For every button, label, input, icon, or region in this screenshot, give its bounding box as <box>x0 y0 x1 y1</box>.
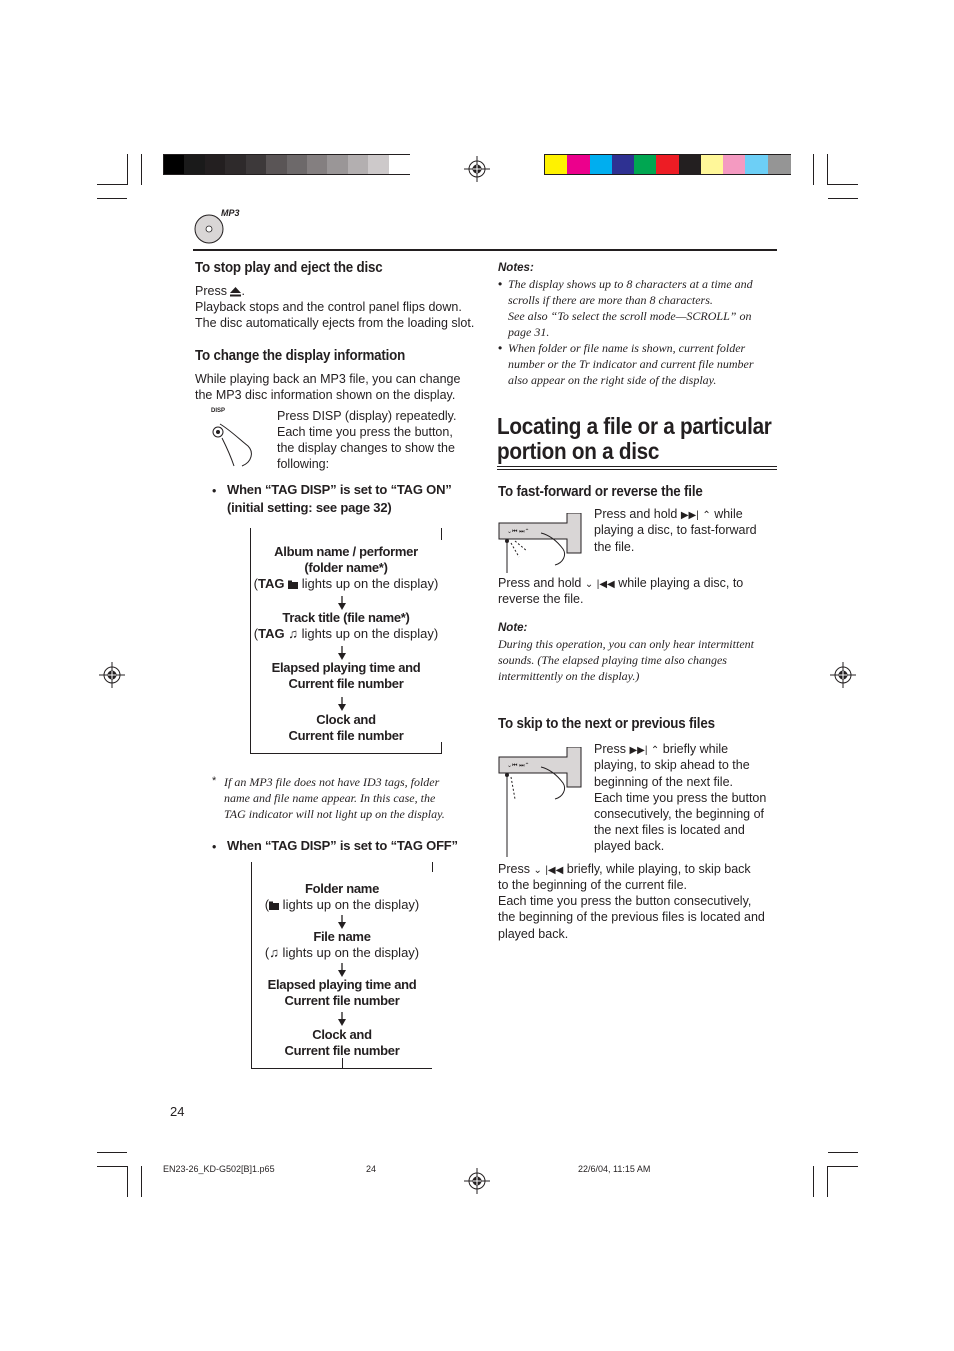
up-arrow-icon: ⌃ <box>702 510 711 521</box>
note-1-line-4: page 31. <box>508 325 550 339</box>
prev-track-icon: |◀◀ <box>545 865 564 876</box>
color-swatch <box>307 155 328 174</box>
flow-item-file <box>252 929 432 961</box>
flow-item-l3-text: lights up on the display) <box>298 626 439 641</box>
notes-bullet-2: • <box>498 341 503 355</box>
tag-indicator: TAG <box>258 576 285 591</box>
registration-mark-icon <box>464 156 490 182</box>
display-intro-2: the MP3 disc information shown on the display. <box>195 388 456 402</box>
back-line-3: Each time you press the button consecutively, <box>498 894 752 908</box>
flow-item-l3 <box>251 626 441 642</box>
flow-item-l2-text: lights up on the display) <box>278 945 420 960</box>
back-line-4: the beginning of the previous files is located and <box>498 910 765 924</box>
mp3-disc-icon <box>193 208 253 246</box>
color-swatch <box>246 155 267 174</box>
flow-item-l2: Current file number <box>288 728 404 743</box>
crop-mark <box>141 1166 142 1197</box>
crop-mark <box>141 154 142 185</box>
paren: ( <box>264 945 270 960</box>
ff-press-text-2: while <box>710 507 743 521</box>
disp-press-4: following: <box>277 457 330 471</box>
flow-item-clock <box>251 712 441 744</box>
registration-mark-icon <box>464 1168 490 1194</box>
flow-item-l2 <box>252 945 432 961</box>
back-line-2: to the beginning of the current file. <box>498 878 688 892</box>
footer-timestamp: 22/6/04, 11:15 AM <box>578 1164 651 1174</box>
tag-off-bullet: • <box>212 840 217 854</box>
color-swatch <box>634 155 657 174</box>
eject-icon <box>230 287 241 297</box>
flow-bottom-tick <box>441 742 442 754</box>
flow-item-elapsed <box>252 977 432 1009</box>
color-swatch <box>612 155 635 174</box>
ff-note-heading: Note: <box>498 622 528 634</box>
crop-mark <box>813 1166 814 1197</box>
paren: ( <box>253 626 259 641</box>
color-swatch <box>164 155 185 174</box>
color-swatch <box>590 155 613 174</box>
flow-top-tick <box>441 528 442 540</box>
ff-note-1: During this operation, you can only hear intermittent <box>498 637 754 651</box>
note-1-line-3: See also “To select the scroll mode—SCROLL” on <box>508 309 752 323</box>
color-swatch <box>368 155 389 174</box>
flow-item-track <box>251 610 441 642</box>
color-swatch <box>656 155 679 174</box>
stop-press-text: Press <box>195 284 231 298</box>
down-arrow-icon <box>338 963 346 977</box>
down-arrow-icon <box>338 646 346 660</box>
section-title <box>497 414 772 464</box>
crop-mark <box>97 198 127 199</box>
tag-on-title-1: When “TAG DISP” is set to “TAG ON” <box>227 482 452 497</box>
ff-heading: To fast-forward or reverse the file <box>498 484 703 500</box>
change-display-heading: To change the display information <box>195 348 406 364</box>
back-line-5: played back. <box>498 927 569 941</box>
crop-mark <box>828 198 858 199</box>
crop-mark <box>827 1166 828 1197</box>
skip-line-4: Each time you press the button <box>594 791 767 805</box>
down-arrow-icon: ⌄ <box>533 865 542 876</box>
svg-text:⌄⏮ ⏭⌃: ⌄⏮ ⏭⌃ <box>507 763 530 769</box>
note-1-line-1: The display shows up to 8 characters at a time and <box>508 277 753 291</box>
flow-item-folder <box>252 881 432 913</box>
crop-mark <box>127 1166 128 1197</box>
back-text-2: briefly, while playing, to skip back <box>563 862 751 876</box>
ff-note-3: intermittently on the display.) <box>498 669 640 683</box>
down-arrow-icon <box>338 697 346 711</box>
color-bar <box>544 154 791 175</box>
flow-item-l2 <box>252 897 432 913</box>
music-note-icon: ♫ <box>288 626 298 641</box>
flow-item-l2: Current file number <box>288 676 404 691</box>
color-swatch <box>184 155 205 174</box>
flow-item-l1: Clock and <box>312 1027 372 1042</box>
crop-mark <box>828 1152 858 1153</box>
grayscale-bar <box>163 154 410 175</box>
color-swatch <box>723 155 746 174</box>
flow-item-l3 <box>251 576 441 592</box>
down-arrow-icon <box>338 1012 346 1026</box>
disp-button-illustration <box>208 408 268 470</box>
flow-item-l1: Elapsed playing time and <box>271 660 421 675</box>
footnote-line-2: name and file name appear. In this case, the <box>224 791 436 805</box>
color-swatch <box>205 155 226 174</box>
color-swatch <box>545 155 568 174</box>
crop-mark <box>97 1152 127 1153</box>
crop-mark <box>827 154 828 185</box>
flow-item-album <box>251 544 441 592</box>
flow-item-l2: Current file number <box>284 1043 400 1058</box>
color-swatch <box>327 155 348 174</box>
section-title-line-2: portion on a disc <box>497 438 660 464</box>
tag-on-title-2: (initial setting: see page 32) <box>227 500 392 515</box>
header-rule <box>193 249 777 251</box>
mp3-label: MP3 <box>221 208 240 218</box>
footnote-line-3: TAG indicator will not light up on the display. <box>224 807 445 821</box>
stop-line-3: The disc automatically ejects from the loading slot. <box>195 316 475 330</box>
flow-item-l1: File name <box>313 929 371 944</box>
flow-item-l3-text: lights up on the display) <box>298 576 439 591</box>
color-swatch <box>287 155 308 174</box>
tag-on-bullet: • <box>212 484 217 498</box>
section-title-line-1: Locating a file or a particular <box>497 413 772 439</box>
ff-note-2: sounds. (The elapsed playing time also changes <box>498 653 727 667</box>
note-2-line-2: number or the Tr indicator and current file number <box>508 357 754 371</box>
note-2-line-1: When folder or file name is shown, current folder <box>508 341 746 355</box>
footnote-mark: * <box>212 775 217 787</box>
color-swatch <box>679 155 702 174</box>
control-panel-skip-illustration <box>497 747 585 857</box>
skip-press-text: Press <box>594 742 630 756</box>
music-note-icon: ♫ <box>269 945 279 960</box>
crop-mark <box>127 154 128 185</box>
stop-press-line <box>195 283 245 299</box>
crop-mark <box>828 184 858 185</box>
color-swatch <box>225 155 246 174</box>
footer-page: 24 <box>366 1164 377 1174</box>
skip-heading: To skip to the next or previous files <box>498 716 715 732</box>
rev-text: Press and hold <box>498 576 585 590</box>
down-arrow-icon: ⌄ <box>584 579 594 590</box>
stop-line-2: Playback stops and the control panel flips down. <box>195 300 462 314</box>
skip-line-7: played back. <box>594 839 665 853</box>
notes-heading: Notes: <box>498 262 534 274</box>
next-track-icon: ▶▶| <box>680 510 699 521</box>
flow-item-l1: Clock and <box>316 712 376 727</box>
tag-on-flow <box>250 528 441 754</box>
rev-text-2: while playing a disc, to <box>614 576 744 590</box>
prev-track-icon: |◀◀ <box>596 579 615 590</box>
color-swatch <box>348 155 369 174</box>
stop-press-period: . <box>241 284 245 298</box>
ff-press-text: Press and hold <box>594 507 681 521</box>
title-rule <box>497 466 777 467</box>
disp-press-2: Each time you press the button, <box>277 425 453 439</box>
flow-item-l1: Album name / performer <box>274 544 418 559</box>
skip-line-3: beginning of the next file. <box>594 775 733 789</box>
flow-item-l1: Elapsed playing time and <box>267 977 417 992</box>
folder-icon <box>288 580 298 589</box>
crop-mark <box>828 1166 858 1167</box>
stop-eject-heading: To stop play and eject the disc <box>195 260 383 276</box>
display-intro-1: While playing back an MP3 file, you can change <box>195 372 461 386</box>
flow-top-tick <box>432 862 433 872</box>
tag-indicator: TAG <box>258 626 285 641</box>
color-swatch <box>266 155 287 174</box>
note-2-line-3: also appear on the right side of the display. <box>508 373 717 387</box>
skip-line-5: consecutively, the beginning of <box>594 807 765 821</box>
registration-mark-icon <box>99 662 125 688</box>
tag-off-flow <box>251 862 432 1069</box>
folder-icon <box>269 901 279 910</box>
disp-press-3: the display changes to show the <box>277 441 455 455</box>
color-swatch <box>389 155 410 174</box>
next-track-icon: ▶▶| <box>629 745 648 756</box>
flow-item-l2-text: lights up on the display) <box>279 897 420 912</box>
flow-item-clock <box>252 1027 432 1059</box>
skip-line-2: playing, to skip ahead to the <box>594 758 750 772</box>
color-swatch <box>768 155 791 174</box>
rev-line-2: reverse the file. <box>498 592 584 606</box>
color-swatch <box>567 155 590 174</box>
ff-line-3: the file. <box>594 540 635 554</box>
notes-bullet-1: • <box>498 277 503 291</box>
registration-mark-icon <box>830 662 856 688</box>
flow-item-l1: Folder name <box>305 881 379 896</box>
footer-file: EN23-26_KD-G502[B]1.p65 <box>163 1164 275 1174</box>
up-arrow-icon: ⌃ <box>650 745 660 756</box>
page-number: 24 <box>170 1104 185 1119</box>
skip-press-text-2: briefly while <box>659 742 729 756</box>
flow-item-l1: Track title (file name*) <box>282 610 410 625</box>
crop-mark <box>97 184 127 185</box>
paren: ( <box>253 576 259 591</box>
disp-press-1: Press DISP (display) repeatedly. <box>277 409 457 423</box>
color-swatch <box>701 155 724 174</box>
flow-bottom-tick <box>342 1058 343 1068</box>
svg-text:⌄⏮ ⏭⌃: ⌄⏮ ⏭⌃ <box>507 529 530 535</box>
tag-off-title: When “TAG DISP” is set to “TAG OFF” <box>227 838 458 853</box>
flow-item-l2: Current file number <box>284 993 400 1008</box>
footnote-line-1: If an MP3 file does not have ID3 tags, folder <box>224 775 440 789</box>
color-swatch <box>745 155 768 174</box>
disp-label: DISP <box>211 408 226 414</box>
crop-mark <box>813 154 814 185</box>
control-panel-ff-illustration <box>497 513 585 573</box>
ff-line-2: playing a disc, to fast-forward <box>594 523 757 537</box>
skip-line-6: the next files is located and <box>594 823 745 837</box>
flow-item-elapsed <box>251 660 441 692</box>
title-rule <box>497 469 777 470</box>
flow-item-l2: (folder name*) <box>304 560 388 575</box>
back-text: Press <box>498 862 534 876</box>
note-1-line-2: scrolls if there are more than 8 characters. <box>508 293 713 307</box>
down-arrow-icon <box>338 596 346 610</box>
crop-mark <box>97 1166 127 1167</box>
down-arrow-icon <box>338 915 346 929</box>
paren: ( <box>264 897 270 912</box>
